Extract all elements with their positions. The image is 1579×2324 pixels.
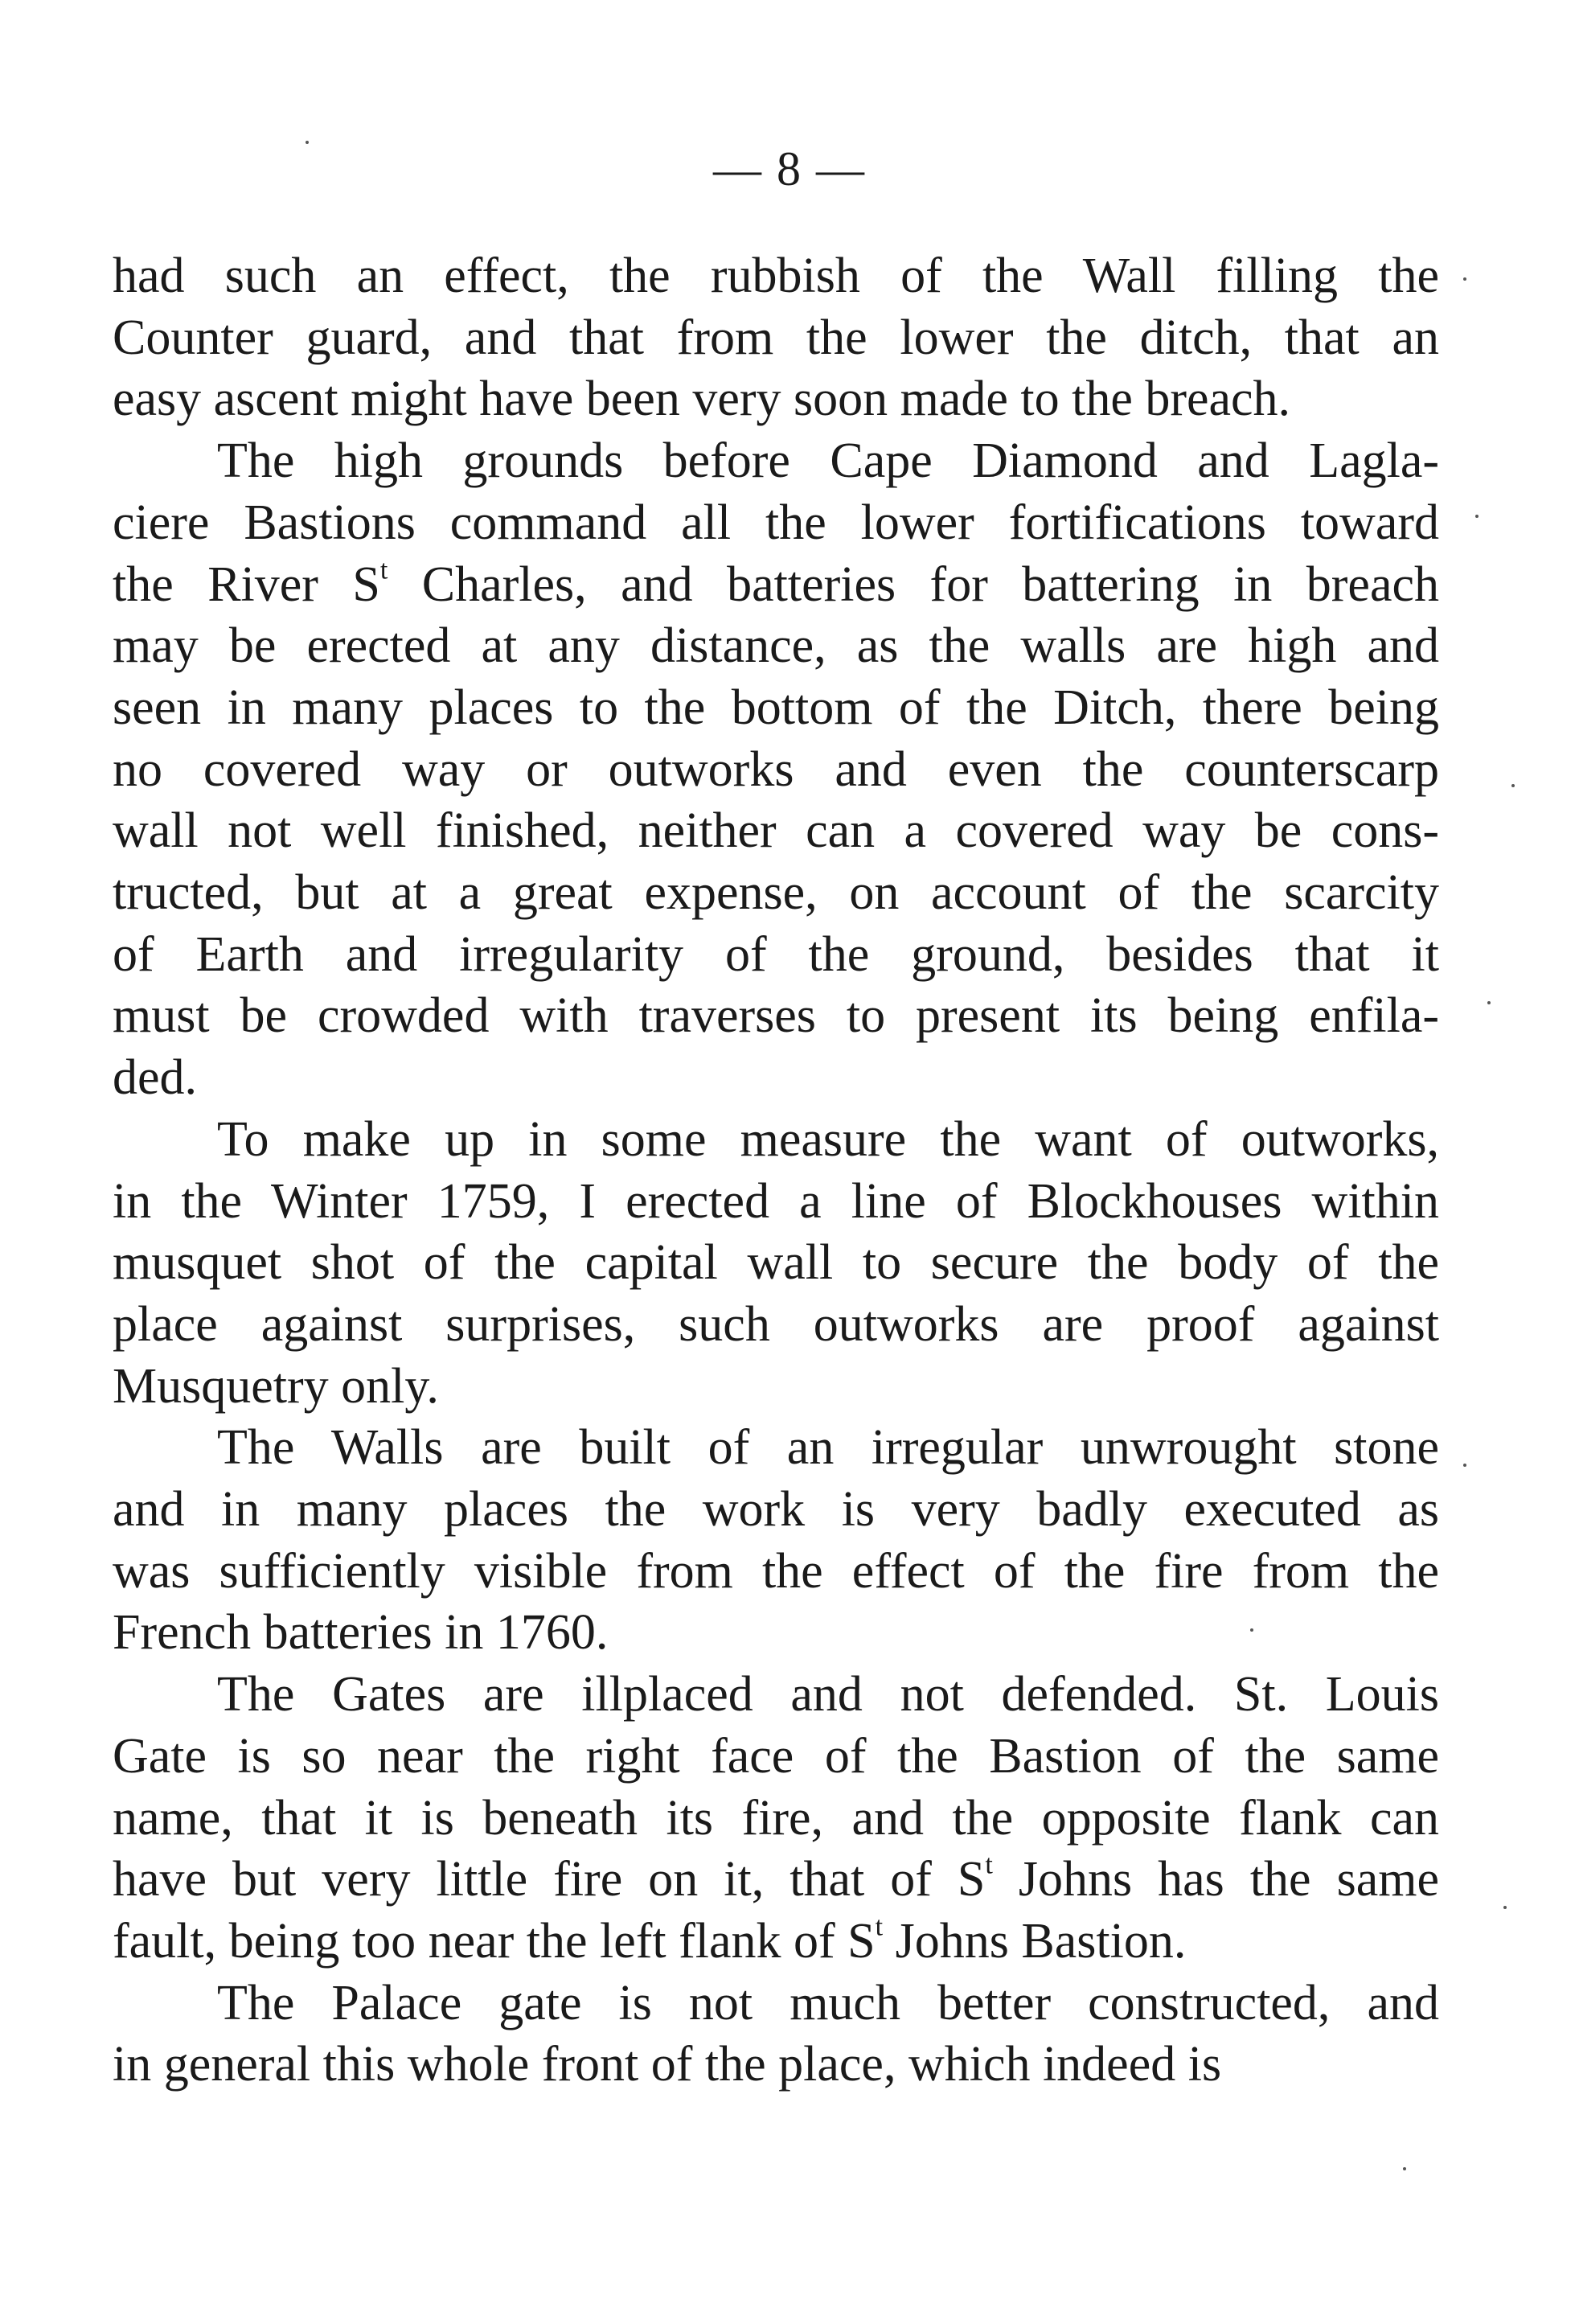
text-line: may be erected at any distance, as the walls are high and	[113, 618, 1439, 674]
text-line: have but very little fire on it, that of $S^t$ Johns has the same	[113, 1850, 1439, 1907]
text-line: had such an effect, the rubbish of the Wall filling the	[113, 248, 1439, 303]
text-line: no covered way or outworks and even the counterscarp	[113, 741, 1439, 797]
text-line: The Walls are built of an irregular unwrought stone	[217, 1420, 1439, 1476]
text-line: The high grounds before Cape Diamond and Lagla-	[217, 433, 1439, 489]
scan-speck	[1250, 1628, 1253, 1632]
paragraph	[113, 1109, 1439, 1418]
text-line: French batteries in 1760.	[113, 1605, 609, 1661]
paragraph	[113, 1973, 1439, 2096]
text-line: in the Winter 1759, I erected a line of Blockhouses within	[113, 1173, 1439, 1229]
paragraph	[113, 1417, 1439, 1664]
text-line: name, that it is beneath its fire, and the opposite flank can	[113, 1790, 1439, 1846]
text-line: The Palace gate is not much better constructed, and	[217, 1975, 1439, 2030]
paragraph	[113, 1664, 1439, 1973]
text-line: Musquetry only.	[113, 1358, 439, 1414]
text-line: of Earth and irregularity of the ground, besides that it	[113, 926, 1439, 982]
text-line: seen in many places to the bottom of the Ditch, there being	[113, 680, 1439, 735]
paragraph	[113, 430, 1439, 1109]
text-line: Gate is so near the right face of the Bastion of the same	[113, 1728, 1439, 1784]
text-line: wall not well finished, neither can a covered way be cons-	[113, 803, 1439, 859]
scan-speck	[1511, 784, 1515, 787]
text-line: musquet shot of the capital wall to secure the body of the	[113, 1235, 1439, 1291]
scan-speck	[1403, 2167, 1406, 2170]
scan-speck	[306, 141, 309, 144]
text-line: ded.	[113, 1050, 198, 1106]
scan-speck	[1503, 1906, 1507, 1909]
scan-speck	[1487, 1001, 1491, 1004]
scan-speck	[1463, 277, 1466, 281]
text-line: tructed, but at a great expense, on account of the scarcity	[113, 865, 1439, 921]
text-line: To make up in some measure the want of outworks,	[217, 1111, 1439, 1167]
page-number: — 8 —	[713, 142, 866, 195]
text-line: and in many places the work is very badly executed as	[113, 1482, 1439, 1538]
text-line: was sufficiently visible from the effect of the fire from the	[113, 1543, 1439, 1599]
body-text	[113, 245, 1439, 2096]
text-line: place against surprises, such outworks are proof against	[113, 1296, 1439, 1352]
text-line: ciere Bastions command all the lower fortifications toward	[113, 495, 1439, 550]
text-line: must be crowded with traverses to present its being enfila-	[113, 988, 1439, 1044]
text-line: Counter guard, and that from the lower the ditch, that an	[113, 310, 1439, 365]
text-line: easy ascent might have been very soon made to the breach.	[113, 372, 1291, 427]
text-line: the River $S^t$ Charles, and batteries for battering in breach	[113, 555, 1439, 612]
scan-speck	[1475, 515, 1479, 518]
text-line: fault, being too near the left flank of $S^t$ Johns Bastion.	[113, 1911, 1187, 1969]
text-line: The Gates are illplaced and not defended. St. Louis	[217, 1667, 1439, 1722]
text-line: in general this whole front of the place, which indeed is	[113, 2037, 1222, 2092]
paragraph	[113, 245, 1439, 430]
scan-speck	[1463, 1464, 1466, 1467]
